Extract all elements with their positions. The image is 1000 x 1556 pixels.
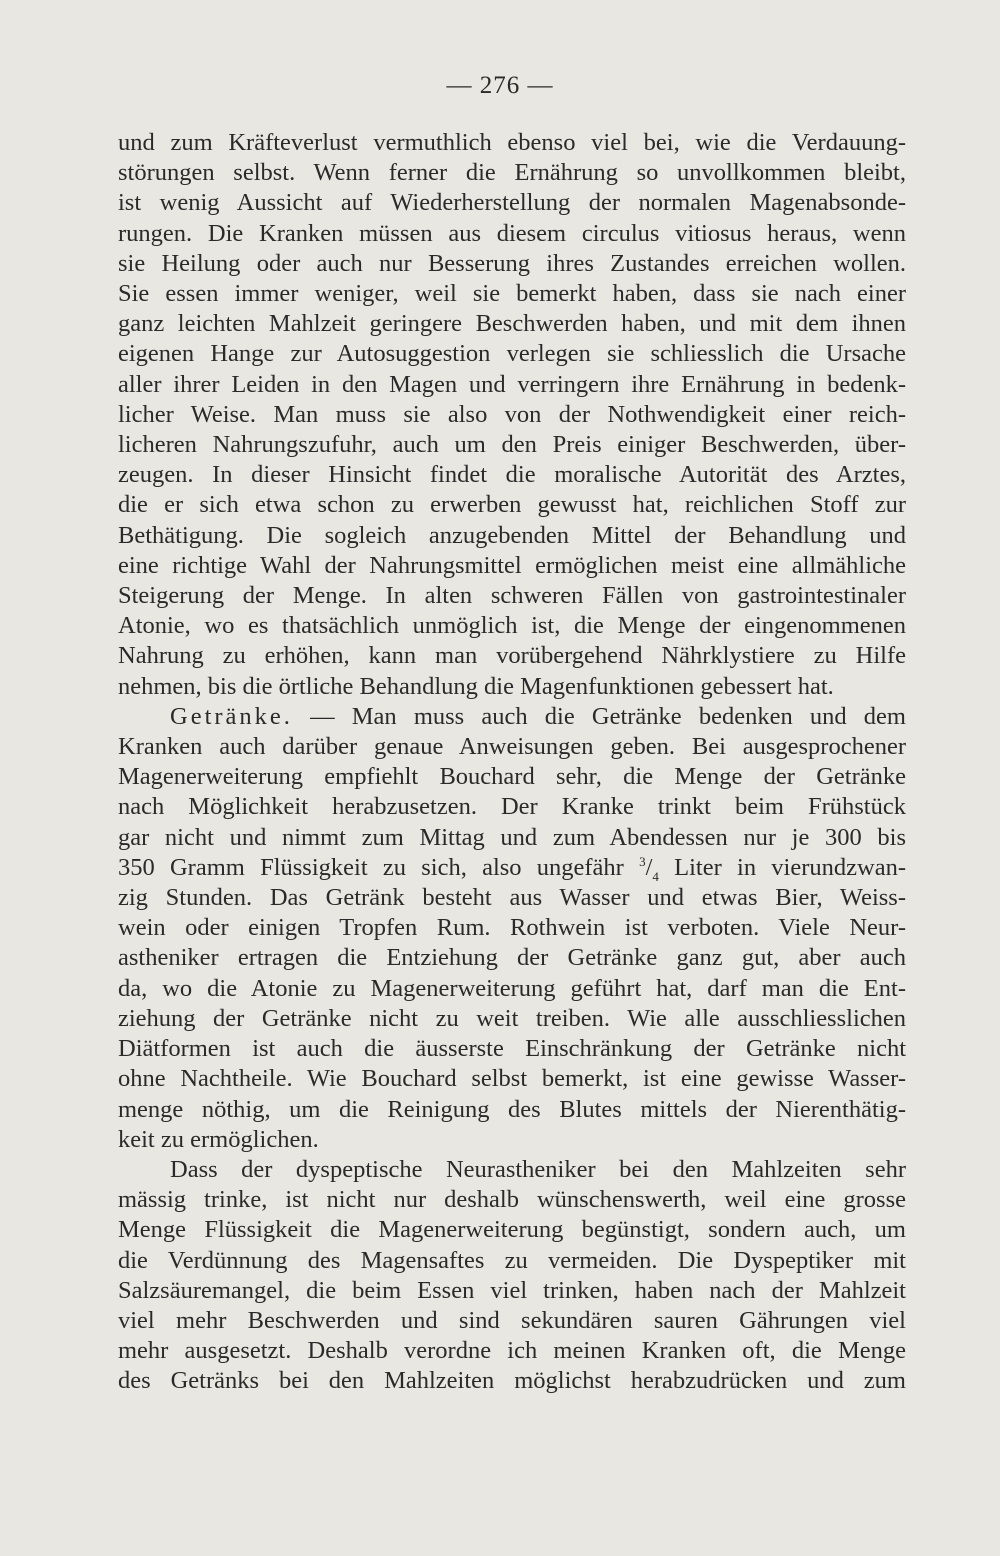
text-line-with-fraction [118, 853, 906, 883]
text-line: keit zu ermöglichen. [118, 1125, 319, 1153]
text-line: ganz leichten Mahlzeit geringere Beschwerden haben, und mit dem ihnen [118, 310, 906, 338]
text-line: Atonie, wo es thatsächlich unmöglich ist, die Menge der eingenommenen [118, 612, 906, 640]
text-line: eigenen Hange zur Autosuggestion verlegen sie schliesslich die Ursache [118, 340, 906, 368]
text-line [118, 702, 906, 732]
text-line: Diätformen ist auch die äusserste Einschränkung der Getränke nicht [118, 1035, 906, 1063]
text-line: eine richtige Wahl der Nahrungsmittel ermöglichen meist eine allmähliche [118, 551, 906, 579]
fraction-numerator: 3 [639, 853, 646, 869]
paragraph-3 [118, 1155, 906, 1397]
text-line: da, wo die Atonie zu Magenerweiterung geführt hat, darf man die Ent- [118, 974, 906, 1002]
text-line: Kranken auch darüber genaue Anweisungen geben. Bei ausgesprochener [118, 733, 906, 761]
heading-line-rest: — Man muss auch die Getränke bedenken und dem [292, 702, 906, 730]
text-line: Dass der dyspeptische Neurastheniker bei den Mahlzeiten sehr [170, 1155, 906, 1183]
text-line: wein oder einigen Tropfen Rum. Rothwein ist verboten. Viele Neur- [118, 914, 906, 942]
fraction-line-after: Liter in vierundzwan- [658, 853, 906, 881]
text-line: ohne Nachtheile. Wie Bouchard selbst bemerkt, ist eine gewisse Wasser- [118, 1065, 906, 1093]
text-line: sie Heilung oder auch nur Besserung ihres Zustandes erreichen wollen. [118, 249, 906, 277]
text-line: zeugen. In dieser Hinsicht findet die moralische Autorität des Arztes, [118, 461, 906, 489]
text-body [118, 128, 906, 1397]
page-number: — 276 — [446, 72, 554, 99]
text-line: Sie essen immer weniger, weil sie bemerkt haben, dass sie nach einer [118, 280, 906, 308]
text-line: mässig trinke, ist nicht nur deshalb wünschenswerth, weil eine grosse [118, 1186, 906, 1214]
text-line: Magenerweiterung empfiehlt Bouchard sehr, die Menge der Getränke [118, 763, 906, 791]
text-line: und zum Kräfteverlust vermuthlich ebenso viel bei, wie die Verdauung- [118, 129, 906, 156]
text-line: mehr ausgesetzt. Deshalb verordne ich meinen Kranken oft, die Menge [118, 1337, 906, 1365]
text-line: störungen selbst. Wenn ferner die Ernährung so unvollkommen bleibt, [118, 159, 906, 187]
text-line: rungen. Die Kranken müssen aus diesem circulus vitiosus heraus, wenn [118, 219, 906, 247]
text-line: menge nöthig, um die Reinigung des Blutes mittels der Nierenthätig- [118, 1095, 906, 1123]
text-line: Nahrung zu erhöhen, kann man vorübergehend Nährklystiere zu Hilfe [118, 642, 906, 670]
text-line: zig Stunden. Das Getränk besteht aus Wasser und etwas Bier, Weiss- [118, 884, 906, 912]
text-line: ist wenig Aussicht auf Wiederherstellung der normalen Magenabsonde- [118, 189, 906, 217]
text-line: die Verdünnung des Magensaftes zu vermeiden. Die Dyspeptiker mit [118, 1246, 906, 1274]
text-line: die er sich etwa schon zu erwerben gewusst hat, reichlichen Stoff zur [118, 491, 906, 519]
text-line: ziehung der Getränke nicht zu weit treiben. Wie alle ausschliesslichen [118, 1004, 906, 1032]
text-line: gar nicht und nimmt zum Mittag und zum Abendessen nur je 300 bis [118, 823, 906, 851]
text-line: licher Weise. Man muss sie also von der Nothwendigkeit einer reich- [118, 400, 906, 428]
paragraph-getraenke [118, 702, 906, 1155]
text-line: Menge Flüssigkeit die Magenerweiterung begünstigt, sondern auch, um [118, 1216, 906, 1244]
text-line: astheniker ertragen die Entziehung der Getränke ganz gut, aber auch [118, 944, 906, 972]
fraction-slash: / [645, 853, 653, 881]
text-line: Bethätigung. Die sogleich anzugebenden Mittel der Behandlung und [118, 521, 906, 549]
text-line: aller ihrer Leiden in den Magen und verringern ihre Ernährung in bedenk- [118, 370, 906, 398]
text-line: nach Möglichkeit herabzusetzen. Der Kranke trinkt beim Frühstück [118, 793, 906, 821]
text-line: Steigerung der Menge. In alten schweren Fällen von gastrointestinaler [118, 582, 906, 610]
text-line: des Getränks bei den Mahlzeiten möglichst herabzudrücken und zum [118, 1367, 906, 1395]
fraction-denominator: 4 [652, 868, 659, 884]
fraction-line-before: 350 Gramm Flüssigkeit zu sich, also ungefähr [118, 853, 640, 881]
text-line: viel mehr Beschwerden und sind sekundären sauren Gährungen viel [118, 1306, 906, 1334]
text-line: licheren Nahrungszufuhr, auch um den Preis einiger Beschwerden, über- [118, 431, 906, 459]
text-line: nehmen, bis die örtliche Behandlung die Magenfunktionen gebessert hat. [118, 672, 834, 700]
text-line: Salzsäuremangel, die beim Essen viel trinken, haben nach der Mahlzeit [118, 1276, 906, 1304]
section-heading: Getränke. [170, 702, 293, 730]
paragraph-1 [118, 128, 906, 702]
